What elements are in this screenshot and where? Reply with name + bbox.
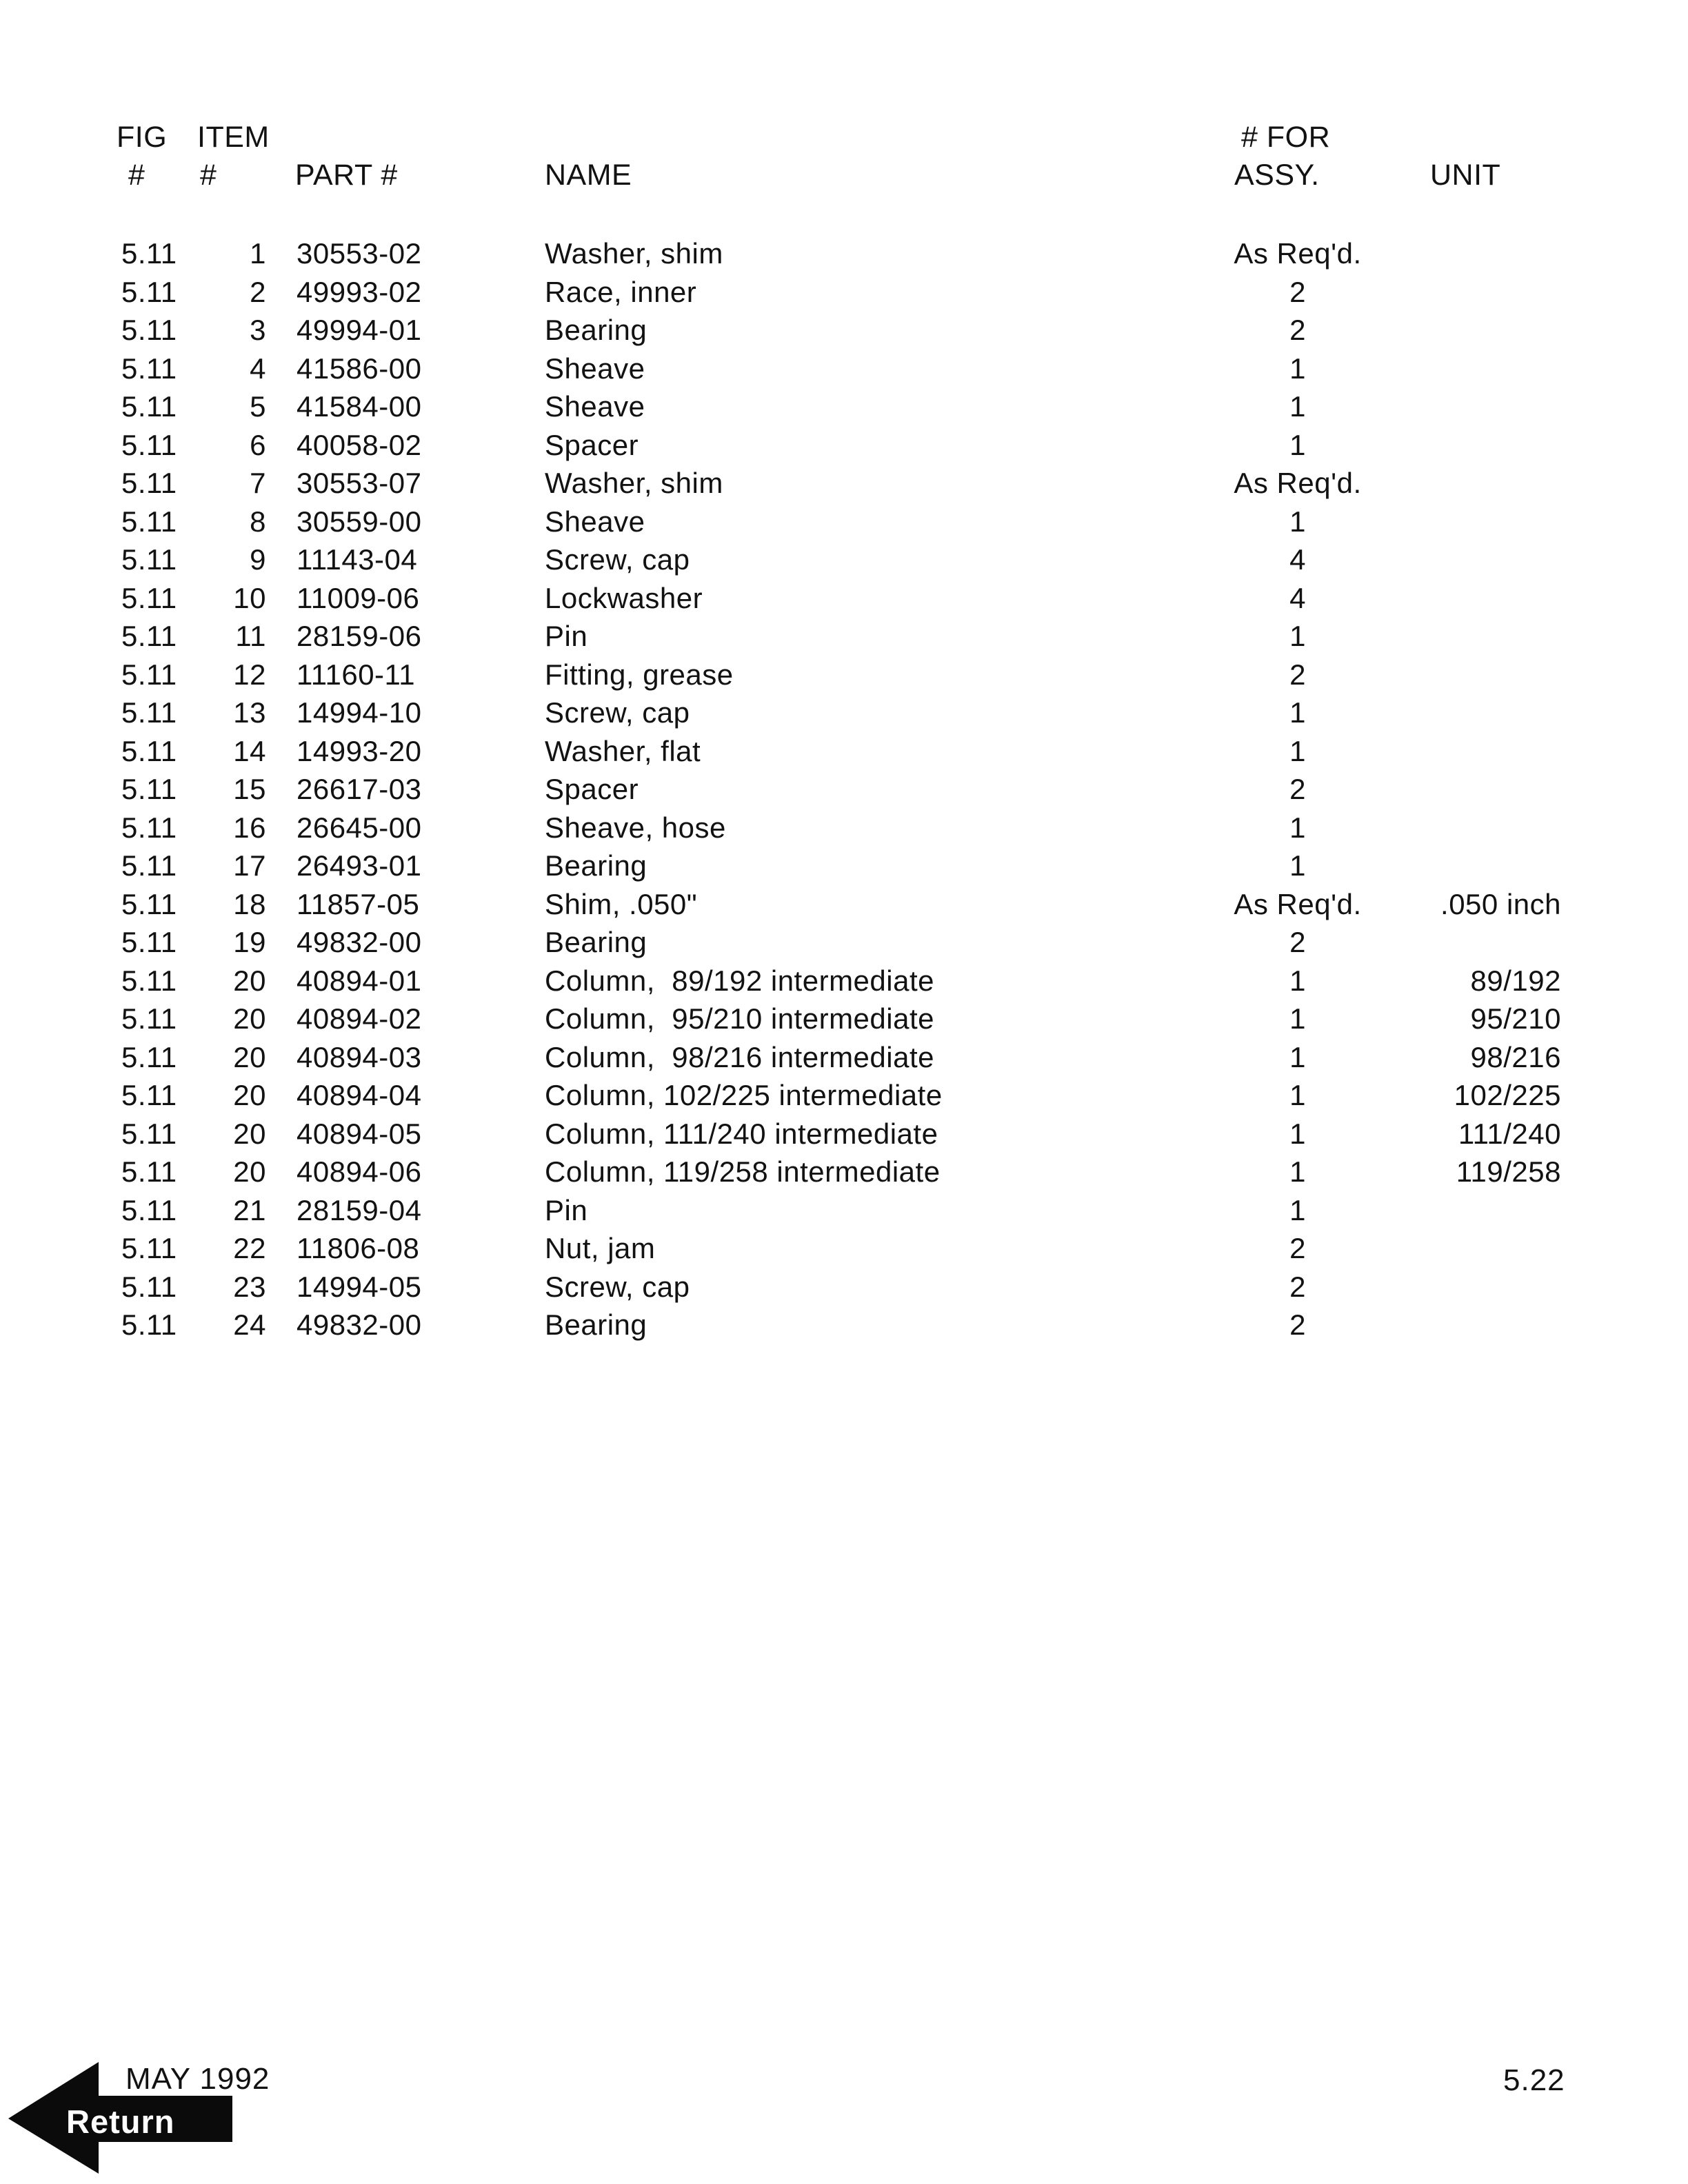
item-cell: 13 [233,696,266,729]
item-cell: 14 [233,734,266,767]
part-cell: 30559-00 [297,505,422,538]
part-cell: 49993-02 [297,275,422,308]
part-cell: 11806-08 [297,1232,420,1264]
part-cell: 11857-05 [297,887,420,920]
header-assy-line2: ASSY. [1234,159,1320,192]
fig-cell: 5.11 [121,620,177,652]
header-name: NAME [545,159,632,192]
fig-cell: 5.11 [121,1155,177,1188]
table-row [0,1115,1688,1153]
assy-cell: 1 [1289,1079,1306,1111]
part-cell: 40894-03 [297,1040,422,1073]
name-cell: Spacer [545,428,639,461]
item-cell: 21 [233,1193,266,1226]
assy-cell: 1 [1289,1193,1306,1226]
assy-cell: 1 [1289,1040,1306,1073]
item-cell: 22 [233,1232,266,1264]
fig-cell: 5.11 [121,1193,177,1226]
fig-cell: 5.11 [121,467,177,499]
name-cell: Nut, jam [545,1232,656,1264]
part-cell: 41584-00 [297,390,422,423]
item-cell: 23 [233,1270,266,1303]
table-row [0,426,1688,465]
item-cell: 12 [233,658,266,691]
assy-cell: 2 [1289,658,1306,691]
name-cell: Bearing [545,314,647,346]
table-row [0,732,1688,771]
table-row [0,234,1688,273]
item-cell: 20 [233,964,266,997]
table-row [0,1076,1688,1115]
name-cell: Column, 111/240 intermediate [545,1117,938,1150]
fig-cell: 5.11 [121,811,177,844]
fig-cell: 5.11 [121,964,177,997]
item-cell: 4 [250,352,266,385]
name-cell: Column, 95/210 intermediate [545,1002,934,1035]
name-cell: Column, 102/225 intermediate [545,1079,943,1111]
fig-cell: 5.11 [121,1308,177,1341]
fig-cell: 5.11 [121,887,177,920]
table-row [0,847,1688,885]
return-button-label[interactable]: Return [66,2103,175,2140]
fig-cell: 5.11 [121,773,177,805]
assy-cell: As Req'd. [1234,467,1362,499]
fig-cell: 5.11 [121,505,177,538]
table-row [0,1038,1688,1077]
assy-cell: 2 [1289,275,1306,308]
footer-date: MAY 1992 [125,2062,270,2096]
name-cell: Washer, flat [545,734,701,767]
table-row [0,923,1688,962]
unit-cell: 119/258 [1456,1155,1561,1188]
part-cell: 14994-05 [297,1270,422,1303]
item-cell: 19 [233,926,266,958]
assy-cell: 2 [1289,1308,1306,1341]
table-row [0,1153,1688,1191]
fig-cell: 5.11 [121,237,177,270]
table-row [0,617,1688,656]
table-row [0,540,1688,579]
assy-cell: 1 [1289,390,1306,423]
table-row [0,350,1688,388]
item-cell: 1 [250,237,266,270]
name-cell: Washer, shim [545,237,723,270]
assy-cell: 1 [1289,696,1306,729]
name-cell: Column, 119/258 intermediate [545,1155,941,1188]
unit-cell: 111/240 [1458,1117,1561,1150]
table-row [0,656,1688,694]
header-assy-line1: # FOR [1241,121,1331,154]
item-cell: 18 [233,887,266,920]
table-row [0,885,1688,924]
unit-cell: 95/210 [1470,1002,1561,1035]
item-cell: 20 [233,1040,266,1073]
assy-cell: 2 [1289,926,1306,958]
fig-cell: 5.11 [121,314,177,346]
fig-cell: 5.11 [121,1270,177,1303]
assy-cell: 1 [1289,734,1306,767]
table-row [0,579,1688,618]
name-cell: Screw, cap [545,696,690,729]
item-cell: 24 [233,1308,266,1341]
fig-cell: 5.11 [121,275,177,308]
fig-cell: 5.11 [121,926,177,958]
fig-cell: 5.11 [121,352,177,385]
assy-cell: As Req'd. [1234,887,1362,920]
assy-cell: As Req'd. [1234,237,1362,270]
part-cell: 40894-02 [297,1002,422,1035]
part-cell: 26617-03 [297,773,422,805]
item-cell: 9 [250,543,266,576]
assy-cell: 2 [1289,773,1306,805]
header-unit: UNIT [1430,159,1501,192]
fig-cell: 5.11 [121,390,177,423]
fig-cell: 5.11 [121,849,177,882]
part-cell: 26493-01 [297,849,422,882]
parts-table-rows [0,234,1688,1344]
header-fig-line1: FIG [117,121,168,154]
item-cell: 20 [233,1117,266,1150]
table-row [0,962,1688,1000]
item-cell: 6 [250,428,266,461]
item-cell: 2 [250,275,266,308]
item-cell: 7 [250,467,266,499]
fig-cell: 5.11 [121,428,177,461]
part-cell: 14994-10 [297,696,422,729]
table-row [0,1191,1688,1230]
part-cell: 40894-06 [297,1155,422,1188]
item-cell: 20 [233,1002,266,1035]
item-cell: 8 [250,505,266,538]
item-cell: 16 [233,811,266,844]
name-cell: Washer, shim [545,467,723,499]
table-row [0,1229,1688,1268]
assy-cell: 1 [1289,352,1306,385]
name-cell: Column, 89/192 intermediate [545,964,934,997]
unit-cell: .050 inch [1440,887,1561,920]
name-cell: Lockwasher [545,581,703,614]
assy-cell: 2 [1289,314,1306,346]
name-cell: Pin [545,1193,588,1226]
name-cell: Screw, cap [545,1270,690,1303]
assy-cell: 2 [1289,1232,1306,1264]
item-cell: 5 [250,390,266,423]
fig-cell: 5.11 [121,1232,177,1264]
fig-cell: 5.11 [121,696,177,729]
name-cell: Bearing [545,849,647,882]
part-cell: 49994-01 [297,314,422,346]
assy-cell: 1 [1289,849,1306,882]
assy-cell: 2 [1289,1270,1306,1303]
name-cell: Spacer [545,773,639,805]
name-cell: Sheave [545,352,645,385]
fig-cell: 5.11 [121,543,177,576]
unit-cell: 98/216 [1470,1040,1561,1073]
part-cell: 26645-00 [297,811,422,844]
name-cell: Shim, .050" [545,887,698,920]
table-row [0,809,1688,847]
unit-cell: 89/192 [1470,964,1561,997]
assy-cell: 1 [1289,1117,1306,1150]
header-item-line1: ITEM [197,121,270,154]
header-part: PART # [295,159,398,192]
fig-cell: 5.11 [121,734,177,767]
table-row [0,1268,1688,1306]
item-cell: 11 [235,620,266,652]
fig-cell: 5.11 [121,581,177,614]
item-cell: 17 [233,849,266,882]
assy-cell: 1 [1289,428,1306,461]
table-row [0,694,1688,732]
part-cell: 11160-11 [297,658,416,691]
name-cell: Pin [545,620,588,652]
table-row [0,311,1688,350]
item-cell: 20 [233,1155,266,1188]
header-item-line2: # [200,159,217,192]
fig-cell: 5.11 [121,658,177,691]
fig-cell: 5.11 [121,1002,177,1035]
part-cell: 11009-06 [297,581,420,614]
part-cell: 40058-02 [297,428,422,461]
fig-cell: 5.11 [121,1117,177,1150]
part-cell: 14993-20 [297,734,422,767]
part-cell: 40894-01 [297,964,422,997]
table-row [0,770,1688,809]
assy-cell: 1 [1289,811,1306,844]
part-cell: 40894-04 [297,1079,422,1111]
table-row [0,464,1688,503]
table-row [0,273,1688,312]
part-cell: 30553-02 [297,237,422,270]
item-cell: 20 [233,1079,266,1111]
assy-cell: 1 [1289,1155,1306,1188]
part-cell: 28159-04 [297,1193,422,1226]
name-cell: Bearing [545,926,647,958]
name-cell: Race, inner [545,275,697,308]
part-cell: 30553-07 [297,467,422,499]
page-number: 5.22 [1503,2063,1565,2097]
name-cell: Screw, cap [545,543,690,576]
table-row [0,387,1688,426]
item-cell: 15 [233,773,266,805]
header-fig-line2: # [128,159,145,192]
part-cell: 41586-00 [297,352,422,385]
assy-cell: 4 [1289,581,1306,614]
part-cell: 28159-06 [297,620,422,652]
assy-cell: 1 [1289,1002,1306,1035]
name-cell: Fitting, grease [545,658,734,691]
part-cell: 11143-04 [297,543,418,576]
unit-cell: 102/225 [1454,1079,1561,1111]
part-cell: 40894-05 [297,1117,422,1150]
assy-cell: 1 [1289,505,1306,538]
name-cell: Column, 98/216 intermediate [545,1040,934,1073]
name-cell: Bearing [545,1308,647,1341]
assy-cell: 4 [1289,543,1306,576]
name-cell: Sheave [545,390,645,423]
table-row [0,1000,1688,1038]
fig-cell: 5.11 [121,1040,177,1073]
name-cell: Sheave, hose [545,811,726,844]
item-cell: 3 [250,314,266,346]
assy-cell: 1 [1289,620,1306,652]
fig-cell: 5.11 [121,1079,177,1111]
part-cell: 49832-00 [297,1308,422,1341]
name-cell: Sheave [545,505,645,538]
item-cell: 10 [233,581,266,614]
part-cell: 49832-00 [297,926,422,958]
table-row [0,503,1688,541]
assy-cell: 1 [1289,964,1306,997]
table-row [0,1306,1688,1344]
